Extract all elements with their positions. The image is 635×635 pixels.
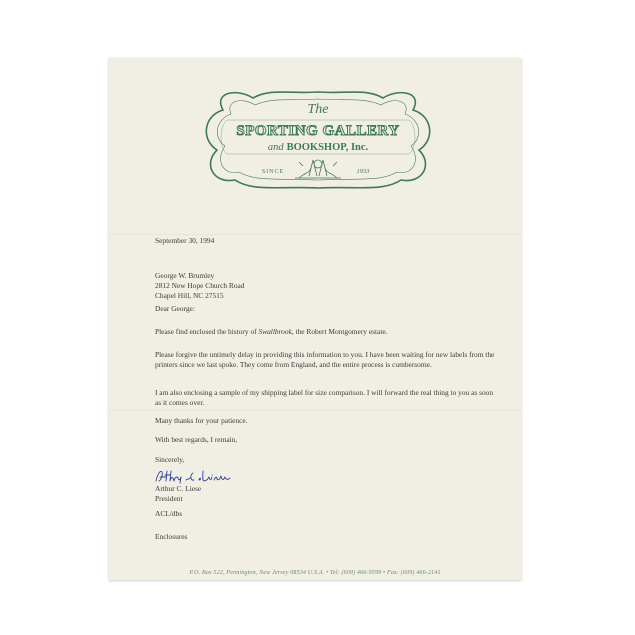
letterhead-year: 1933 [356, 168, 370, 175]
reference-initials: ACL/dbs [155, 509, 183, 518]
closing: Sincerely, [155, 455, 185, 464]
fold-line [109, 234, 521, 235]
letterhead-since: SINCE [261, 169, 285, 175]
recipient-address [155, 271, 245, 301]
letterhead-emblem [187, 80, 449, 198]
signer-block [155, 484, 201, 504]
recipient-street: 2812 New Hope Church Road [155, 281, 245, 290]
letter-sheet [109, 58, 521, 580]
recipient-name: George W. Brumley [155, 271, 215, 280]
fold-line [109, 410, 521, 411]
paragraph-thanks: Many thanks for your patience. [155, 416, 248, 425]
paragraph-enclosed-history: Please find enclosed the history of Swallbrook, the Robert Montgomery estate. [155, 327, 388, 336]
enclosures-note: Enclosures [155, 532, 188, 541]
paragraph-shipping-label: I am also enclosing a sample of my shipping label for size comparison. I will forward the real thing to you as soon as it comes over. [155, 388, 494, 407]
letterhead-name-line2: and BOOKSHOP, Inc. [267, 142, 369, 153]
letterhead-the: The [307, 102, 329, 117]
signer-title: President [155, 494, 183, 503]
handwritten-signature [153, 468, 243, 484]
paragraph-regards: With best regards, I remain, [155, 435, 238, 444]
signer-name: Arthur C. Liese [155, 484, 202, 493]
sporting-vignette-icon [295, 160, 341, 178]
letterhead-logo [187, 80, 449, 198]
letterhead-name-line1: SPORTING GALLERY [236, 123, 400, 139]
salutation: Dear George: [155, 304, 195, 313]
letter-date: September 30, 1994 [155, 236, 215, 245]
paragraph-apology: Please forgive the untimely delay in providing this information to you. I have been waiting for new labels from the printers since we last spoke. They come from England, and the entire process is cumbersome. [155, 350, 495, 369]
recipient-city: Chapel Hill, NC 27515 [155, 291, 224, 300]
letterhead-footer: P.O. Box 522, Pennington, New Jersey 08534 U.S.A. • Tel: (609) 466-9599 • Fax: (609) 466-2141 [189, 569, 441, 576]
